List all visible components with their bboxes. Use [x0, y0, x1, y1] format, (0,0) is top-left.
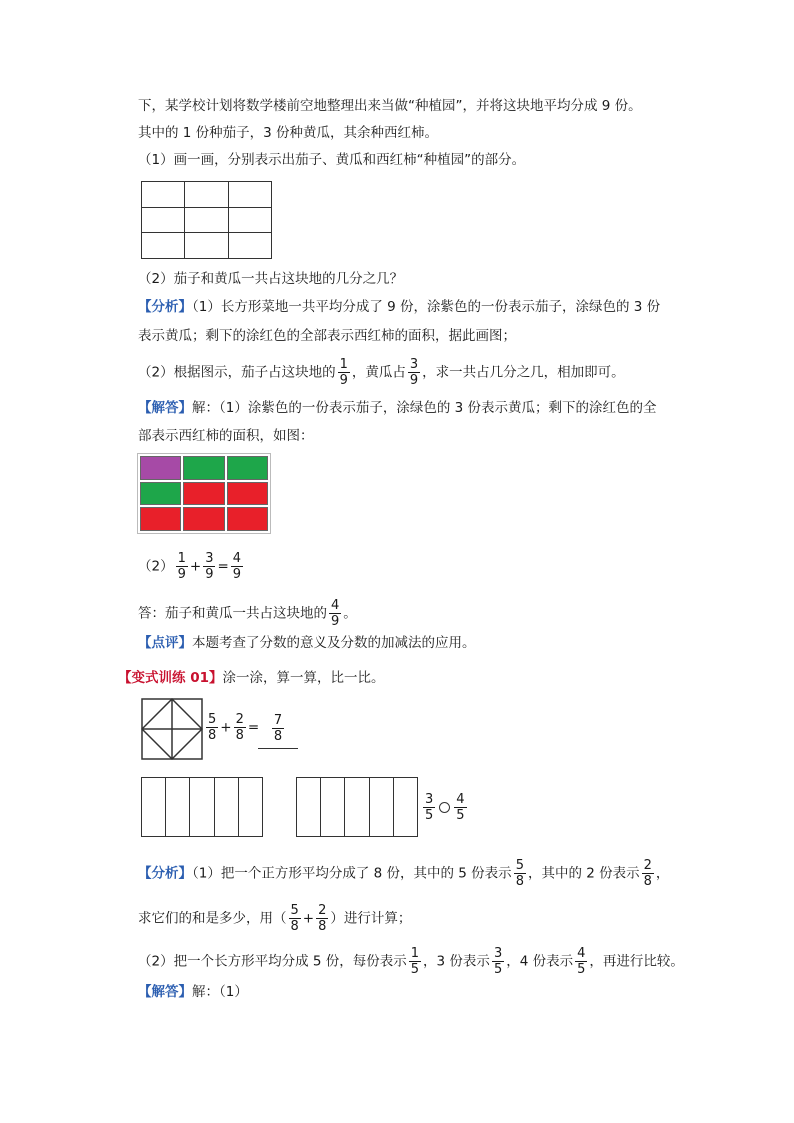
analysis-v-line-3: （2）把一个长方形平均分成 5 份，每份表示 $\frac{1}{5}$ ，3 份表示 $\frac{3}{5}$ ，4 份表示 $\frac{4}{5}$ ，再进行比较。	[138, 946, 684, 977]
colored-grid-3x3	[137, 453, 271, 534]
question-1: （1）画一画，分别表示出茄子、黄瓜和西红柿“种植园”的部分。	[138, 152, 526, 168]
analysis-v-line-1: 【分析】（1）把一个正方形平均分成了 8 份，其中的 5 份表示 $\frac{5}{8}$ ，其中的 2 份表示 $\frac{2}{8}$ ，	[138, 858, 670, 889]
analysis-line-2: 表示黄瓜；剩下的涂红色的全部表示西红柿的面积，据此画图；	[138, 328, 516, 344]
answer-line-1: 【解答】解：（1）涂紫色的一份表示茄子，涂绿色的 3 份表示黄瓜；剩下的涂红色的全	[138, 400, 657, 416]
square-diamond-figure	[141, 698, 203, 760]
empty-grid-3x3	[141, 181, 272, 259]
compare-circle	[439, 802, 450, 813]
question-2: （2）茄子和黄瓜一共占这块地的几分之几？	[138, 271, 404, 287]
answer-blank: $\frac{7}{8}$	[258, 713, 298, 749]
answer-v-line: 【解答】解：（1）	[138, 984, 248, 1000]
cell-purple	[140, 456, 181, 480]
fraction-1-9: $\frac{1}{9}$	[339, 357, 348, 388]
problem-text-2: 其中的 1 份种茄子，3 份种黄瓜，其余种西红柿。	[138, 125, 439, 141]
variant-tag: 【变式训练 01】	[118, 670, 223, 686]
answer-line-3: （2） $\frac{1}{9}$ + $\frac{3}{9}$ = $\frac{4}{9}$	[138, 551, 242, 582]
answer-line-2: 部表示西红柿的面积，如图：	[138, 428, 314, 444]
problem-text-1: 下，某学校计划将数学楼前空地整理出来当做“种植园”，并将这块地平均分成 9 份。	[138, 98, 642, 114]
rectangle-5-parts-left	[141, 777, 263, 837]
analysis-line-1: 【分析】（1）长方形菜地一共平均分成了 9 份，涂紫色的一份表示茄子，涂绿色的 3 份	[138, 299, 661, 315]
equation-5-8-plus-2-8: $\frac{5}{8}$ + $\frac{2}{8}$ =	[208, 712, 260, 743]
answer-tag: 【解答】	[138, 400, 192, 416]
analysis-line-3: （2）根据图示，茄子占这块地的 $\frac{1}{9}$ ，黄瓜占 $\frac{3}{9}$ ，求一共占几分之几，相加即可。	[138, 357, 625, 388]
answer-final: 答：茄子和黄瓜一共占这块地的 $\frac{4}{9}$ 。	[138, 598, 357, 629]
analysis-tag: 【分析】	[138, 299, 192, 315]
analysis-v-line-2: 求它们的和是多少，用（ $\frac{5}{8}$ + $\frac{2}{8}$ ）进行计算；	[138, 903, 412, 934]
comparison-3-5-4-5: $\frac{3}{5}$ $\frac{4}{5}$	[425, 792, 465, 823]
fraction-3-9: $\frac{3}{9}$	[409, 357, 419, 388]
comment-tag: 【点评】	[138, 635, 192, 651]
comment-line: 【点评】本题考查了分数的意义及分数的加减法的应用。	[138, 635, 476, 651]
rectangle-5-parts-right	[296, 777, 418, 837]
variant-line: 【变式训练 01】涂一涂，算一算，比一比。	[118, 670, 385, 686]
